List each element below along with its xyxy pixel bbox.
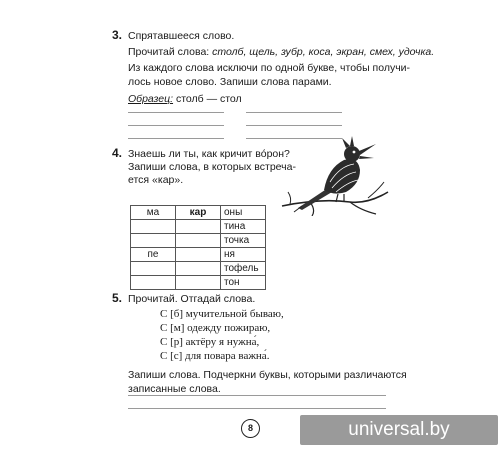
task-3-instruction-line1: Из каждого слова исключи по одной букве, чтобы получи- <box>128 62 411 74</box>
table-row <box>131 248 266 262</box>
task-4-line2: Запиши слова, в которых встреча- <box>128 161 296 173</box>
table-row <box>131 206 266 220</box>
task-3-words: столб, щель, зубр, коса, экран, смех, удочка. <box>212 46 435 58</box>
poem-line: С [б] мучительной бываю, <box>160 308 284 320</box>
kar-cell: кар <box>176 206 221 220</box>
kar-cell <box>176 276 221 290</box>
table-row <box>131 220 266 234</box>
kar-cell <box>176 234 221 248</box>
suffix-cell: тофель <box>221 262 266 276</box>
kar-table <box>130 205 266 290</box>
suffix-cell: ня <box>221 248 266 262</box>
answer-line[interactable] <box>128 395 386 396</box>
table-row <box>131 262 266 276</box>
task-3-sample <box>128 92 242 106</box>
poem-line: С [с] для повара важна́. <box>160 350 270 362</box>
task-3-instruction-line2: лось новое слово. Запиши слова парами. <box>128 76 332 88</box>
suffix-cell: тина <box>221 220 266 234</box>
kar-cell <box>176 262 221 276</box>
page-number: 8 <box>241 419 260 438</box>
table-row <box>131 234 266 248</box>
task-4-number: 4. <box>112 146 123 160</box>
watermark: universal.by <box>300 415 498 445</box>
task-3-read-prefix: Прочитай слова: <box>128 46 213 58</box>
suffix-cell: оны <box>221 206 266 220</box>
task-3-title: Спрятавшееся слово. <box>128 30 235 42</box>
poem-line: С [р] актёру я нужна́, <box>160 336 260 348</box>
task-4-line3: ется «кар». <box>128 174 184 186</box>
task-3-sample-text: столб — стол <box>173 93 242 105</box>
suffix-cell: точка <box>221 234 266 248</box>
suffix-cell: тон <box>221 276 266 290</box>
prefix-cell: пе <box>131 248 176 262</box>
answer-line[interactable] <box>128 138 224 139</box>
task-3-read-line <box>128 45 434 59</box>
prefix-cell <box>131 262 176 276</box>
answer-line[interactable] <box>128 125 224 126</box>
crow-on-branch-icon <box>280 132 390 216</box>
answer-line[interactable] <box>128 408 386 409</box>
prefix-cell <box>131 276 176 290</box>
poem-line: С [м] одежду пожираю, <box>160 322 271 334</box>
task-5-instruction-line2: записанные слова. <box>128 383 221 395</box>
prefix-cell <box>131 220 176 234</box>
task-5-instruction-line1: Запиши слова. Подчеркни буквы, которыми различаются <box>128 369 407 381</box>
kar-cell <box>176 220 221 234</box>
task-3-number: 3. <box>112 28 123 42</box>
prefix-cell: ма <box>131 206 176 220</box>
task-5-number: 5. <box>112 291 123 305</box>
answer-line[interactable] <box>128 112 224 113</box>
table-row <box>131 276 266 290</box>
task-5-title: Прочитай. Отгадай слова. <box>128 293 256 305</box>
prefix-cell <box>131 234 176 248</box>
answer-line[interactable] <box>246 125 342 126</box>
answer-line[interactable] <box>246 112 342 113</box>
task-3-sample-label: Образец: <box>128 93 174 105</box>
task-4-line1: Знаешь ли ты, как кричит во́рон? <box>128 148 290 160</box>
kar-cell <box>176 248 221 262</box>
